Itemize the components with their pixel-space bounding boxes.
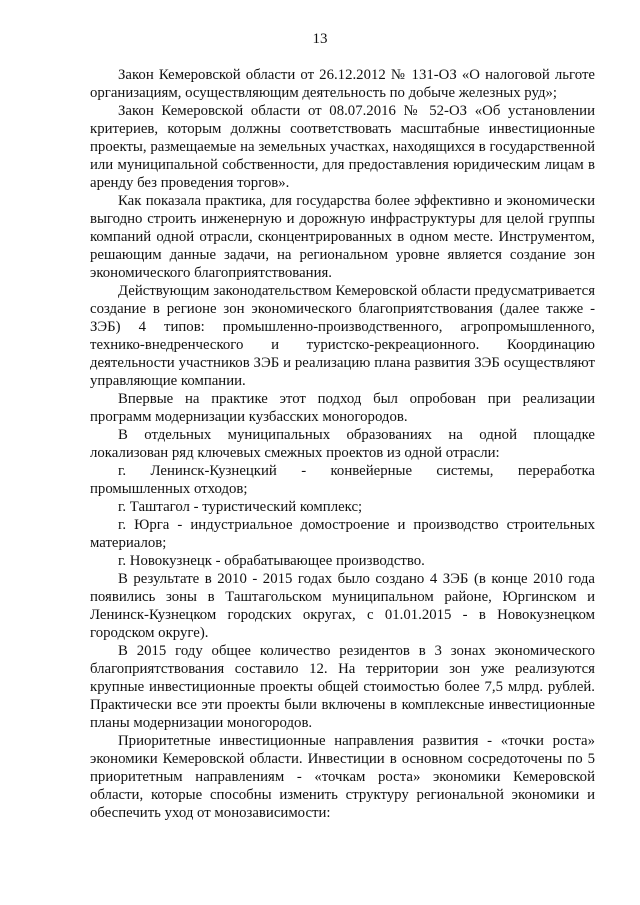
page-number: 13 <box>312 31 328 47</box>
paragraph-municipalities: В отдельных муниципальных образованиях на одной площадке локализован ряд ключевых смежных проектов из одной отрасли: <box>90 427 595 461</box>
paragraph-growth-points: Приоритетные инвестиционные направления развития - «точки роста» экономики Кемеровской области. Инвестиции в основном сосредоточены по 5 приоритетным направлениям - «точкам роста» экономики Кемеровской области, которые способны изменить структуру региональной экономики и обеспечить уход от монозависимости: <box>90 733 595 821</box>
list-item-tashtagol: г. Таштагол - туристический комплекс; <box>118 499 363 515</box>
paragraph-results-2010-2015: В результате в 2010 - 2015 годах было создано 4 ЗЭБ (в конце 2010 года появились зоны в Таштагольском муниципальном районе, Юргинском и Ленинск-Кузнецком городских округах, с 01.01.2015 - в Новокузнецком городском округе). <box>90 571 595 641</box>
list-item-leninsk: г. Ленинск-Кузнецкий - конвейерные системы, переработка промышленных отходов; <box>90 463 595 497</box>
paragraph-legislation-zeb: Действующим законодательством Кемеровской области предусматривается создание в регионе зон экономического благоприятствования (далее также - ЗЭБ) 4 типов: промышленно-производственного, агропромышленного, технико-внедренческого и туристско-рекреационного. Координацию деятельности участников ЗЭБ и реализацию плана развития ЗЭБ осуществляют управляющие компании. <box>90 283 595 389</box>
list-item-yurga: г. Юрга - индустриальное домостроение и производство строительных материалов; <box>90 517 595 551</box>
paragraph-law-131: Закон Кемеровской области от 26.12.2012 № 131-ОЗ «О налоговой льготе организациям, осуществляющим деятельность по добыче железных руд»; <box>90 67 595 101</box>
document-body <box>90 66 595 822</box>
paragraph-first-practice: Впервые на практике этот подход был опробован при реализации программ модернизации кузбасских моногородов. <box>90 391 595 425</box>
paragraph-practice: Как показала практика, для государства более эффективно и экономически выгодно строить инженерную и дорожную инфраструктуры для целой группы компаний одной отрасли, сконцентрированных в одном месте. Инструментом, решающим данные задачи, на региональном уровне является создание зон экономического благоприятствования. <box>90 193 595 281</box>
paragraph-law-52: Закон Кемеровской области от 08.07.2016 № 52-ОЗ «Об установлении критериев, которым должны соответствовать масштабные инвестиционные проекты, размещаемые на земельных участках, находящихся в государственной или муниципальной собственности, для предоставления юридическим лицам в аренду без проведения торгов». <box>90 103 595 191</box>
list-item-novokuznetsk: г. Новокузнецк - обрабатывающее производство. <box>118 553 425 569</box>
paragraph-residents-2015: В 2015 году общее количество резидентов в 3 зонах экономического благоприятствования составило 12. На территории зон уже реализуются крупные инвестиционные проекты общей стоимостью более 7,5 млрд. рублей. Практически все эти проекты были включены в комплексные инвестиционные планы модернизации моногородов. <box>90 643 595 731</box>
